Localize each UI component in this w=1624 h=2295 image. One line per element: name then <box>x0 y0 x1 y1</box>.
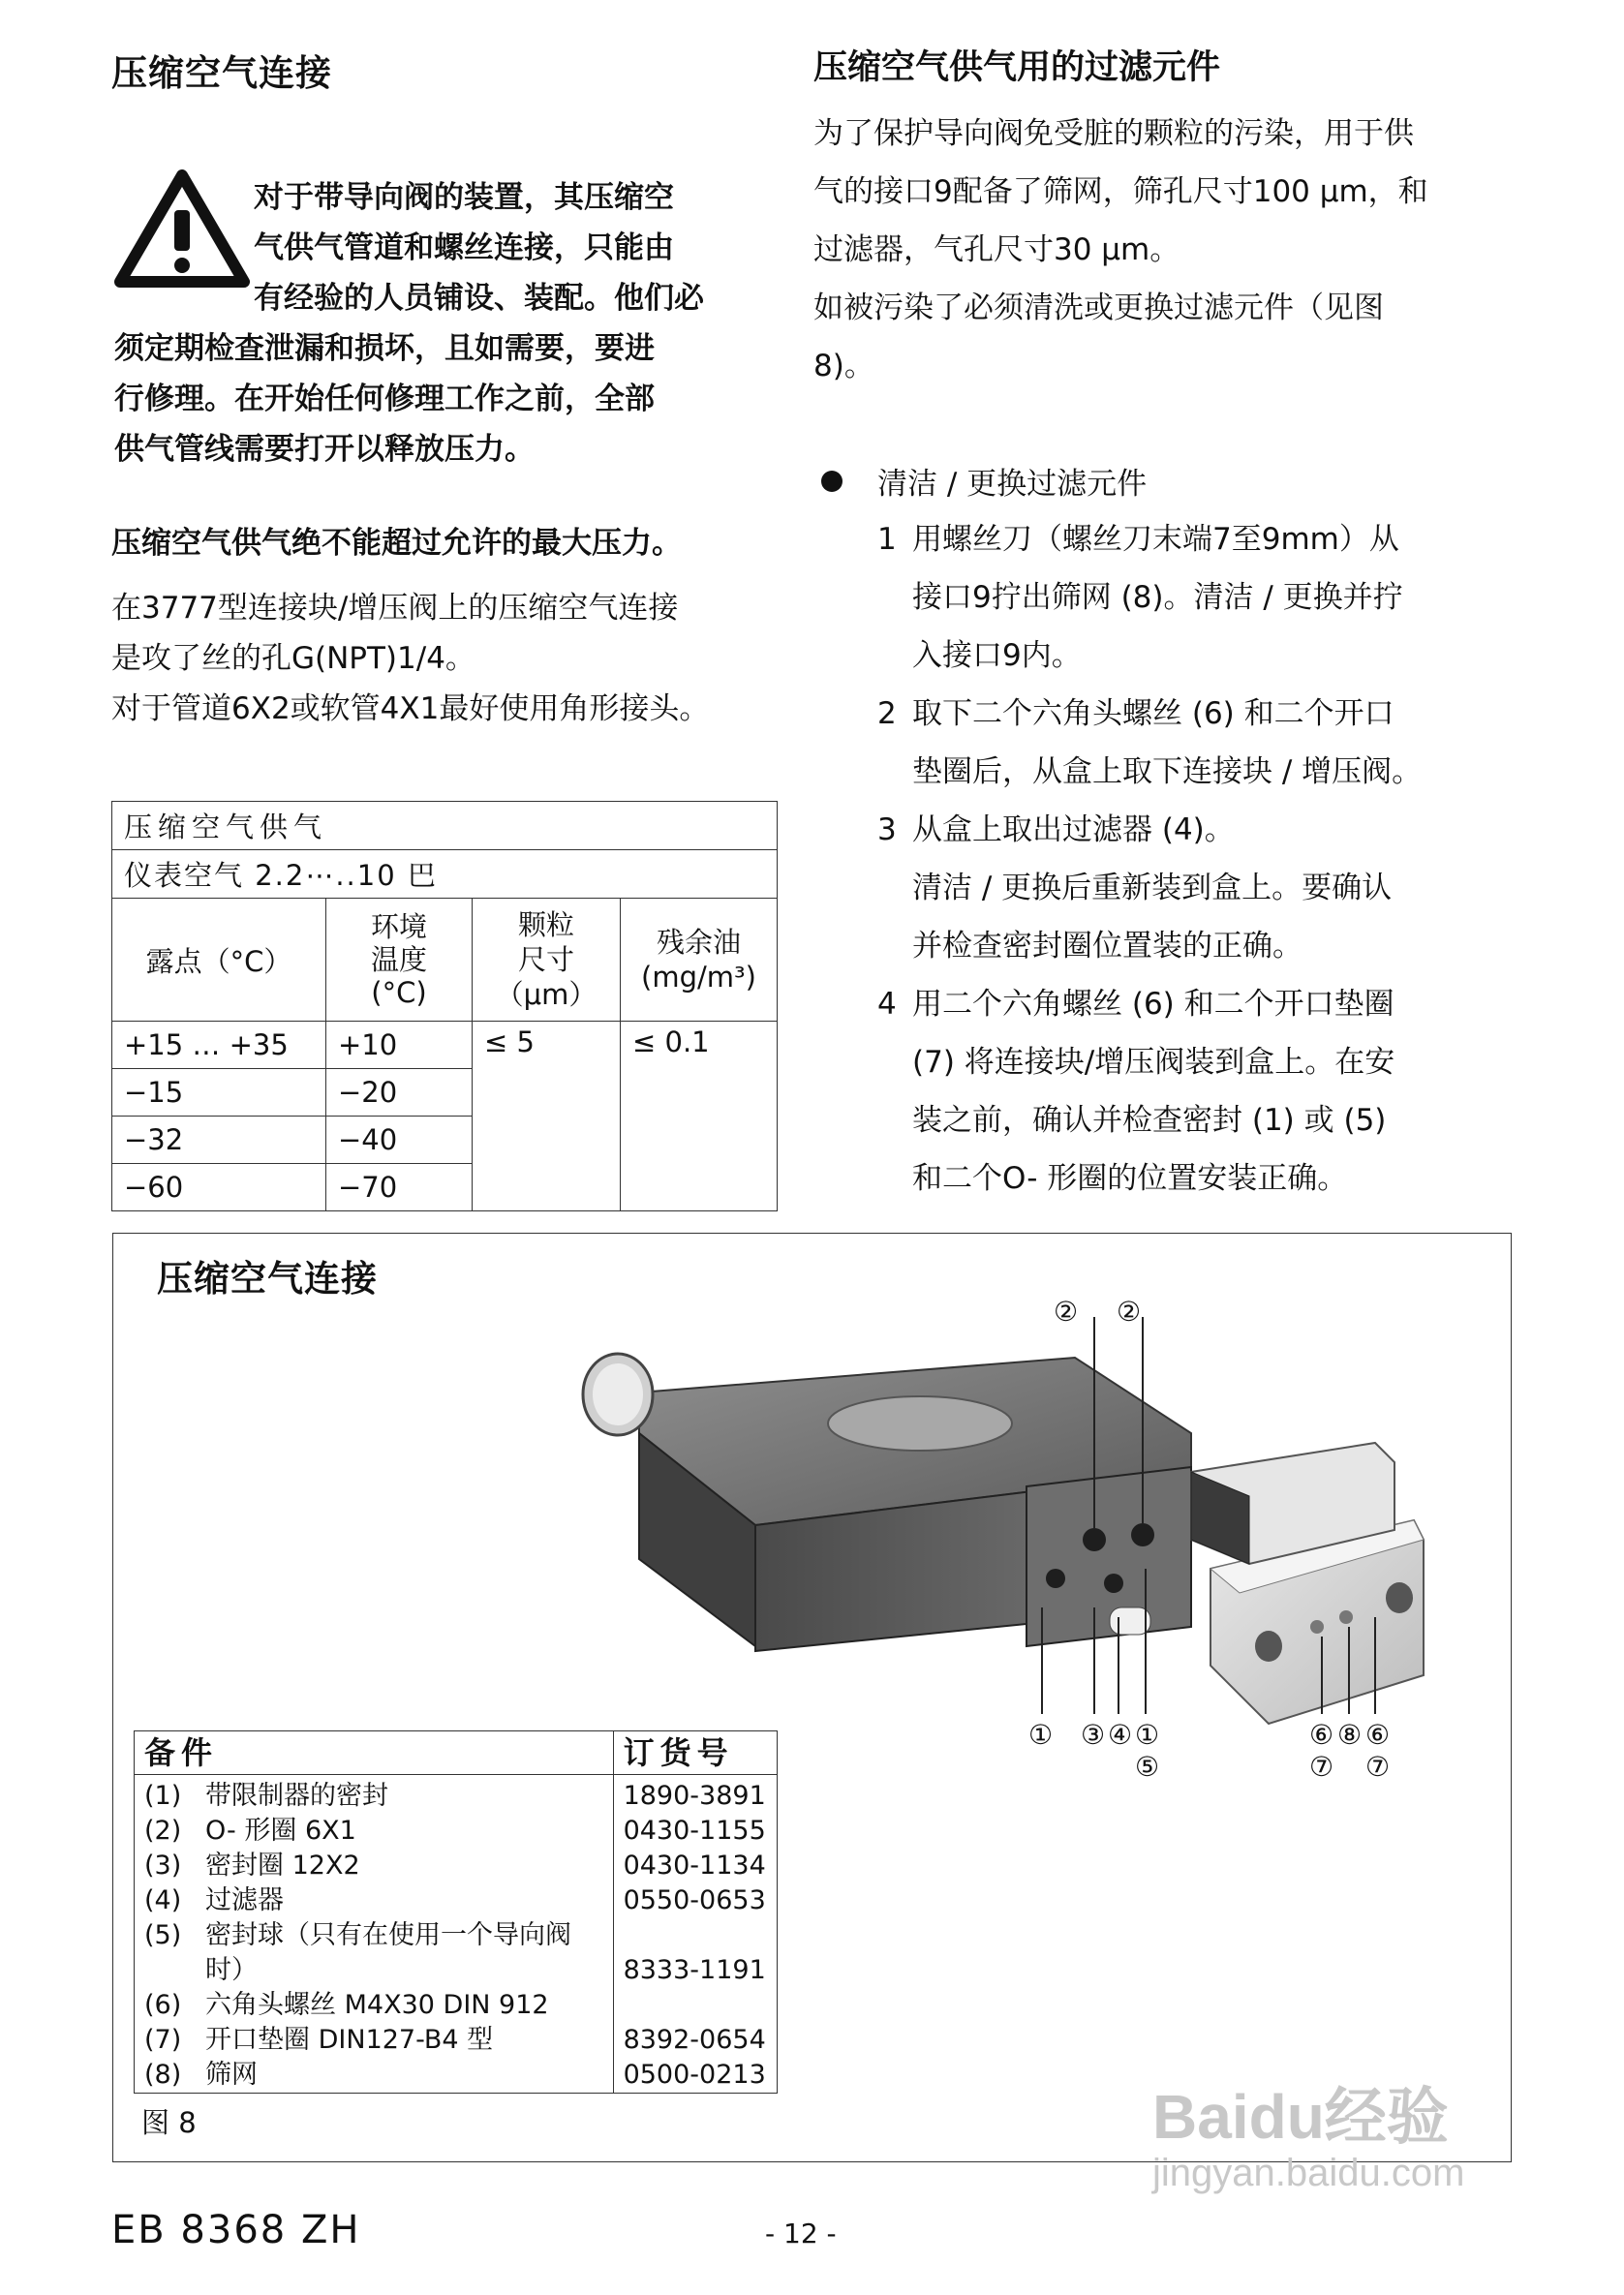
header-oil: 残余油 (mg/m³) <box>621 899 778 1022</box>
table-header-row <box>112 899 778 1022</box>
left-section-title: 压缩空气连接 <box>111 52 332 94</box>
callout-6b: ⑥ <box>1365 1719 1391 1751</box>
list-item: 3 从盒上取出过滤器 (4)。 清洁 / 更换后重新装到盒上。要确认 并检查密封圈位置装的正确。 <box>877 812 1393 964</box>
warning-line: 须定期检查泄漏和损坏，且如需要，要进 <box>114 331 655 366</box>
bullet-heading: 清洁 / 更换过滤元件 <box>877 467 1148 502</box>
paragraph-line: 为了保护导向阀免受脏的颗粒的污染，用于供 <box>813 116 1414 151</box>
oil-value: ≤ 0.1 <box>621 1022 778 1211</box>
callout-4: ④ <box>1108 1719 1133 1751</box>
part-name: 带限制器的密封 O- 形圈 6X1 密封圈 12X2 过滤器 密封球（只有在使用一个导向阀 时） 六角头螺丝 M4X30 DIN 912 开口垫圈 DIN127-B4 型 筛网 <box>196 1775 613 2094</box>
callout-7a: ⑦ <box>1309 1751 1334 1783</box>
warning-line: 行修理。在开始任何修理工作之前，全部 <box>114 382 655 416</box>
ambient-value: −70 <box>326 1164 473 1211</box>
table-row <box>135 1775 778 2094</box>
table-title: 压缩空气供气 <box>112 802 778 850</box>
filter-paragraph <box>813 105 1428 395</box>
table-subtitle: 仪表空气 2.2⋯..10 巴 <box>112 850 778 899</box>
warning-line: 供气管线需要打开以释放压力。 <box>114 432 535 467</box>
connection-paragraph <box>111 583 709 734</box>
callout-7b: ⑦ <box>1365 1751 1391 1783</box>
callout-1b: ① <box>1135 1719 1160 1751</box>
warning-line: 对于带导向阀的装置，其压缩空 <box>254 180 674 215</box>
table-title-row <box>112 802 778 850</box>
callout-8: ⑧ <box>1337 1719 1363 1751</box>
list-item: 1 用螺丝刀（螺丝刀末端7至9mm）从 接口9拧出筛网 (8)。清洁 / 更换并拧 入接口9内。 <box>877 522 1403 673</box>
list-item: 2 取下二个六角头螺丝 (6) 和二个开口 垫圈后，从盒上取下连接块 / 增压阀。 <box>877 696 1423 789</box>
ambient-value: −40 <box>326 1117 473 1164</box>
parts-header-order: 订货号 <box>613 1731 777 1775</box>
table-subtitle-row <box>112 850 778 899</box>
right-section-title: 压缩空气供气用的过滤元件 <box>813 48 1221 87</box>
callout-2b: ② <box>1117 1296 1142 1328</box>
steps-list <box>877 510 1422 1208</box>
paragraph-line: 是攻了丝的孔G(NPT)1/4。 <box>111 641 475 676</box>
paragraph-line: 在3777型连接块/增压阀上的压缩空气连接 <box>111 591 679 626</box>
paragraph-line: 对于管道6X2或软管4X1最好使用角形接头。 <box>111 691 710 726</box>
callout-2a: ② <box>1054 1296 1079 1328</box>
watermark-url: jingyan.baidu.com <box>1152 2152 1465 2194</box>
baidu-watermark: Baidu经验 <box>1152 2082 1449 2152</box>
paragraph-line: 如被污染了必须清洗或更换过滤元件（见图 <box>813 291 1384 325</box>
dew-value: −15 <box>112 1069 326 1117</box>
max-pressure-note: 压缩空气供气绝不能超过允许的最大压力。 <box>111 526 682 561</box>
page-number: - 12 - <box>765 2218 837 2249</box>
warning-line: 有经验的人员铺设、装配。他们必 <box>254 281 704 316</box>
callout-6a: ⑥ <box>1309 1719 1334 1751</box>
spare-parts-table <box>134 1730 778 2094</box>
dew-value: −32 <box>112 1117 326 1164</box>
callout-5: ⑤ <box>1135 1751 1160 1783</box>
part-number: (1) (2) (3) (4) (5) (6) (7) (8) <box>135 1775 197 2094</box>
warning-text <box>114 323 655 474</box>
header-dew-point: 露点（°C） <box>112 899 326 1022</box>
parts-header-name: 备件 <box>135 1731 614 1775</box>
list-item: 4 用二个六角螺丝 (6) 和二个开口垫圈 (7) 将连接块/增压阀装到盒上。在安 装之前，确认并检查密封 (1) 或 (5) 和二个O- 形圈的位置安装正确。 <box>877 987 1395 1196</box>
callout-3: ③ <box>1081 1719 1106 1751</box>
warning-line: 气供气管道和螺丝连接，只能由 <box>254 230 674 265</box>
figure-title: 压缩空气连接 <box>157 1258 378 1300</box>
paragraph-line: 过滤器，气孔尺寸30 μm。 <box>813 232 1180 267</box>
part-order-number: 1890-3891 0430-1155 0430-1134 0550-0653 8333-1191 8392-0654 0500-0213 <box>613 1775 777 2094</box>
header-particle: 颗粒 尺寸 （μm） <box>473 899 621 1022</box>
parts-header-row <box>135 1731 778 1775</box>
ambient-value: +10 <box>326 1022 473 1069</box>
warning-triangle-icon <box>114 169 250 288</box>
warning-text-indented <box>254 172 704 323</box>
bullet-icon <box>821 471 843 492</box>
paragraph-line: 8)。 <box>813 349 874 383</box>
table-row <box>112 1022 778 1069</box>
header-ambient: 环境 温度 (°C) <box>326 899 473 1022</box>
ambient-value: −20 <box>326 1069 473 1117</box>
callout-1a: ① <box>1028 1719 1054 1751</box>
air-supply-table <box>111 801 778 1211</box>
dew-value: +15 … +35 <box>112 1022 326 1069</box>
paragraph-line: 气的接口9配备了筛网，筛孔尺寸100 μm，和 <box>813 174 1428 209</box>
dew-value: −60 <box>112 1164 326 1211</box>
document-id: EB 8368 ZH <box>111 2208 361 2252</box>
figure-caption: 图 8 <box>141 2106 197 2139</box>
particle-value: ≤ 5 <box>473 1022 621 1211</box>
